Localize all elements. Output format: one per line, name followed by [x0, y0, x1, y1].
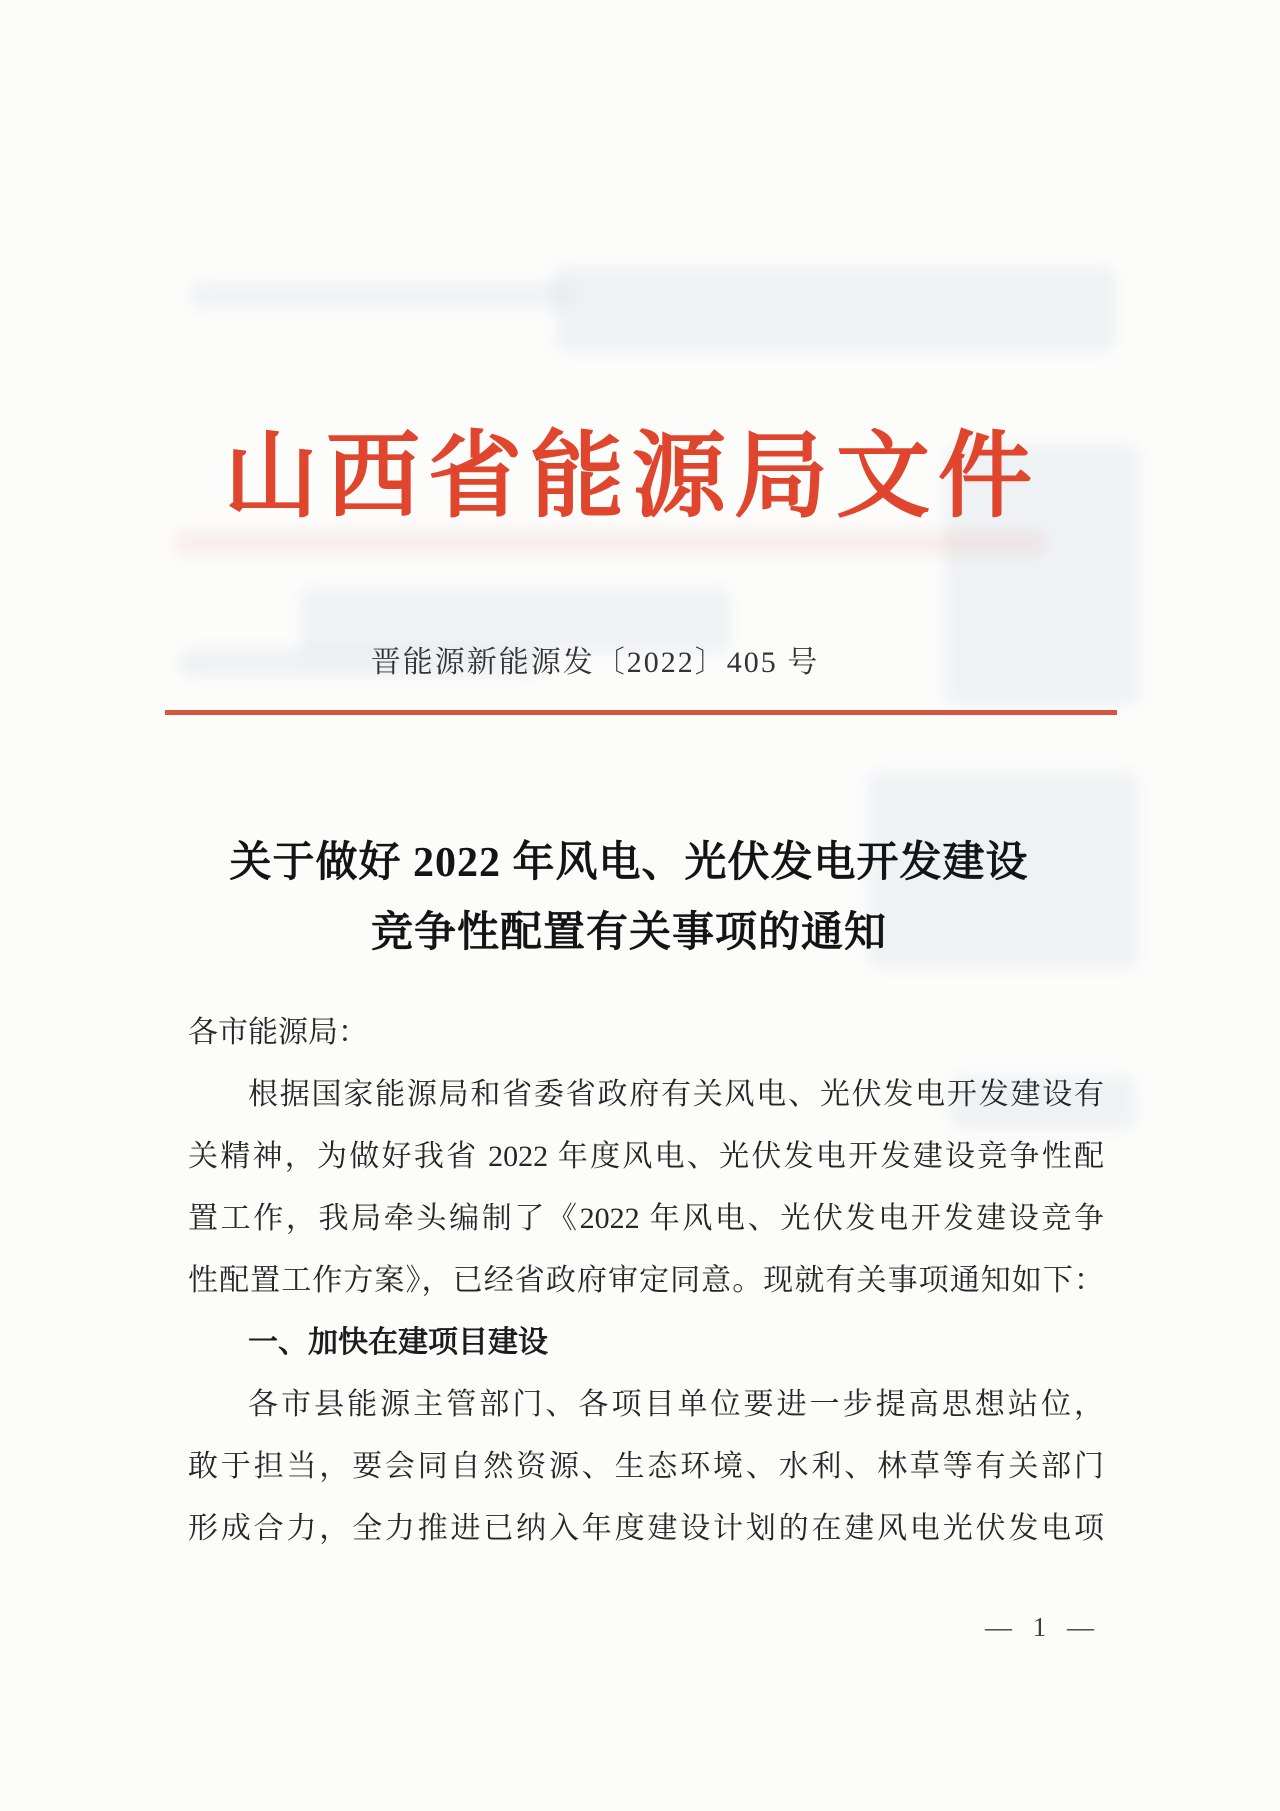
body-line: 关精神，为做好我省 2022 年度风电、光伏发电开发建设竞争性配	[188, 1140, 1104, 1173]
document-title-line1: 关于做好 2022 年风电、光伏发电开发建设	[229, 840, 1029, 886]
body-line: 各市县能源主管部门、各项目单位要进一步提高思想站位，	[248, 1388, 1104, 1421]
body-line: 敢于担当，要会同自然资源、生态环境、水利、林草等有关部门	[188, 1450, 1104, 1483]
page-number: — 1 —	[985, 1612, 1101, 1642]
document-title	[0, 828, 1258, 968]
document-number: 晋能源新能源发〔2022〕405 号	[370, 646, 820, 679]
body-line: 置工作，我局牵头编制了《2022 年风电、光伏发电开发建设竞争	[188, 1202, 1104, 1235]
body-line: 根据国家能源局和省委省政府有关风电、光伏发电开发建设有	[248, 1078, 1104, 1111]
bleed-through-artifact	[175, 530, 1045, 556]
body-line: 性配置工作方案》，已经省政府审定同意。现就有关事项通知如下：	[188, 1264, 1104, 1297]
letterhead-org-title: 山西省能源局文件	[223, 425, 1040, 529]
salutation: 各市能源局：	[188, 1016, 368, 1049]
bleed-through-artifact	[555, 266, 1115, 352]
document-title-line2: 竞争性配置有关事项的通知	[370, 910, 887, 956]
letterhead-rule	[165, 710, 1117, 715]
bleed-through-artifact	[190, 282, 570, 308]
section-heading: 一、加快在建项目建设	[248, 1326, 548, 1359]
document-body	[188, 1002, 1104, 1560]
body-line: 形成合力，全力推进已纳入年度建设计划的在建风电光伏发电项	[188, 1512, 1104, 1545]
